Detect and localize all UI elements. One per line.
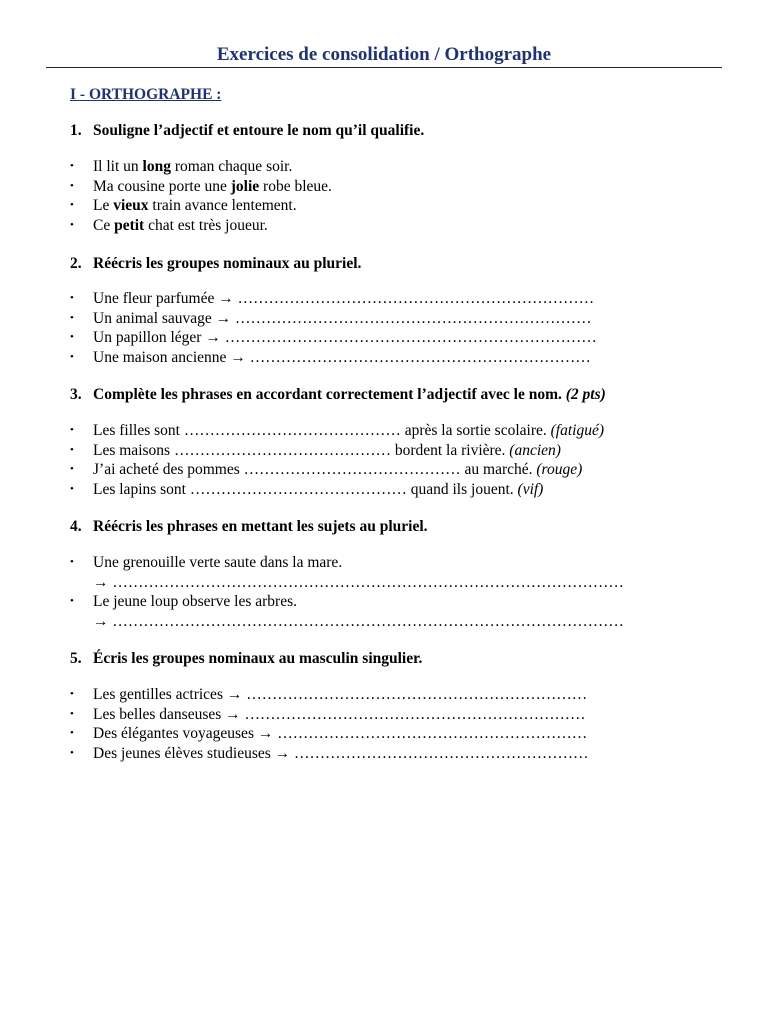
list-item: • Ma cousine porte une jolie robe bleue.: [70, 177, 332, 195]
bullet-icon: •: [70, 218, 74, 231]
bullet-icon: •: [70, 463, 74, 476]
list-item: • Ce petit chat est très joueur.: [70, 216, 268, 234]
bullet-icon: •: [70, 179, 74, 192]
question-5-number: 5.: [70, 650, 82, 667]
answer-blank[interactable]: …………………………………………………………: [244, 705, 586, 723]
list-item: • Le vieux train avance lentement.: [70, 197, 297, 215]
answer-blank[interactable]: ………………………………………………………………………………………: [112, 612, 624, 630]
bullet-icon: •: [70, 707, 74, 720]
adjective: long: [142, 158, 171, 175]
bullet-icon: •: [70, 556, 74, 568]
adjective: petit: [114, 216, 145, 234]
list-item: • Les lapins sont …………………………………… quand ils jouent. (vif): [70, 480, 544, 498]
list-item: • Une grenouille verte saute dans la mare. → ………………………………………………………………………………………: [70, 554, 624, 591]
answer-blank[interactable]: …………………………………………………………: [246, 686, 588, 703]
question-1-list: [70, 157, 332, 235]
list-item: • Une fleur parfumée → ……………………………………………………………: [70, 290, 595, 307]
bullet-icon: •: [70, 331, 74, 344]
question-3-list: [70, 421, 604, 499]
arrow-icon: →: [226, 686, 243, 703]
arrow-icon: →: [230, 348, 246, 366]
title-underline: [46, 67, 722, 68]
question-4: [70, 518, 428, 536]
list-item: • Les maisons …………………………………… bordent la rivière. (ancien): [70, 441, 561, 459]
answer-blank[interactable]: ……………………………………………………………: [235, 309, 592, 327]
question-4-list: [70, 553, 624, 631]
question-3-text: Complète les phrases en accordant correctement l’adjectif avec le nom.: [93, 386, 562, 403]
bullet-icon: •: [70, 350, 74, 363]
adjective-hint: (fatigué): [550, 422, 604, 439]
bullet-icon: •: [70, 160, 74, 172]
list-item: • Le jeune loup observe les arbres. → ………………………………………………………………………………………: [70, 593, 624, 630]
bullet-icon: •: [70, 746, 74, 759]
bullet-icon: •: [70, 199, 74, 212]
list-item: • Les gentilles actrices → …………………………………………………………: [70, 686, 588, 703]
adjective-hint: (rouge): [536, 461, 583, 479]
adjective-hint: (vif): [517, 480, 544, 498]
question-3: [70, 386, 606, 404]
arrow-icon: →: [215, 309, 232, 327]
list-item: • Les filles sont …………………………………… après la sortie scolaire. (fatigué): [70, 422, 604, 439]
question-5: [70, 650, 422, 668]
answer-blank[interactable]: …………………………………………………: [294, 744, 589, 762]
question-2-list: [70, 289, 597, 367]
question-2: [70, 255, 361, 273]
arrow-icon: →: [225, 705, 241, 723]
question-5-text: Écris les groupes nominaux au masculin singulier.: [93, 650, 423, 667]
list-item: • J’ai acheté des pommes …………………………………… au marché. (rouge): [70, 461, 583, 479]
page-title: Exercices de consolidation / Orthographe: [216, 44, 552, 65]
list-item: • Une maison ancienne → …………………………………………………………: [70, 348, 591, 366]
points-label: (2 pts): [565, 386, 606, 403]
question-2-text: Réécris les groupes nominaux au pluriel.: [93, 255, 362, 272]
question-4-text: Réécris les phrases en mettant les sujets au pluriel.: [93, 518, 428, 535]
bullet-icon: •: [70, 688, 74, 700]
question-1-number: 1.: [70, 122, 82, 139]
list-item: • Les belles danseuses → …………………………………………………………: [70, 705, 586, 723]
bullet-icon: •: [70, 311, 74, 324]
answer-blank[interactable]: ……………………………………: [173, 441, 391, 459]
answer-blank[interactable]: ……………………………………………………………: [237, 290, 595, 307]
answer-blank[interactable]: ……………………………………: [189, 480, 407, 498]
arrow-icon: →: [205, 329, 221, 347]
question-1: [70, 122, 424, 140]
arrow-icon: →: [93, 573, 109, 591]
answer-blank[interactable]: …………………………………………………………: [249, 348, 591, 366]
arrow-icon: →: [257, 725, 274, 743]
bullet-icon: •: [70, 443, 74, 456]
list-item: • Il lit un long roman chaque soir.: [70, 158, 293, 175]
answer-blank[interactable]: ……………………………………: [243, 461, 461, 479]
question-2-number: 2.: [70, 255, 82, 272]
bullet-icon: •: [70, 727, 74, 740]
question-5-list: [70, 685, 589, 763]
arrow-icon: →: [274, 744, 291, 762]
list-item: • Des élégantes voyageuses → ……………………………………………………: [70, 725, 588, 743]
answer-blank[interactable]: ………………………………………………………………: [224, 329, 597, 347]
list-item: • Un papillon léger → ………………………………………………………………: [70, 329, 597, 347]
section-heading: I - ORTHOGRAPHE :: [70, 86, 222, 103]
list-item: • Un animal sauvage → ……………………………………………………………: [70, 309, 592, 327]
adjective: jolie: [230, 177, 260, 195]
arrow-icon: →: [218, 290, 234, 307]
question-3-number: 3.: [70, 386, 82, 403]
list-item: • Des jeunes élèves studieuses → …………………………………………………: [70, 744, 589, 762]
answer-blank[interactable]: ……………………………………………………: [277, 725, 588, 743]
bullet-icon: •: [70, 482, 74, 495]
adjective-hint: (ancien): [509, 441, 561, 459]
adjective: vieux: [113, 197, 149, 215]
question-1-text: Souligne l’adjectif et entoure le nom qu’il qualifie.: [93, 122, 425, 139]
answer-blank[interactable]: ………………………………………………………………………………………: [112, 573, 624, 591]
bullet-icon: •: [70, 424, 74, 436]
question-4-number: 4.: [70, 518, 82, 535]
bullet-icon: •: [70, 595, 74, 608]
arrow-icon: →: [93, 612, 109, 630]
bullet-icon: •: [70, 292, 74, 304]
answer-blank[interactable]: ……………………………………: [183, 422, 401, 439]
